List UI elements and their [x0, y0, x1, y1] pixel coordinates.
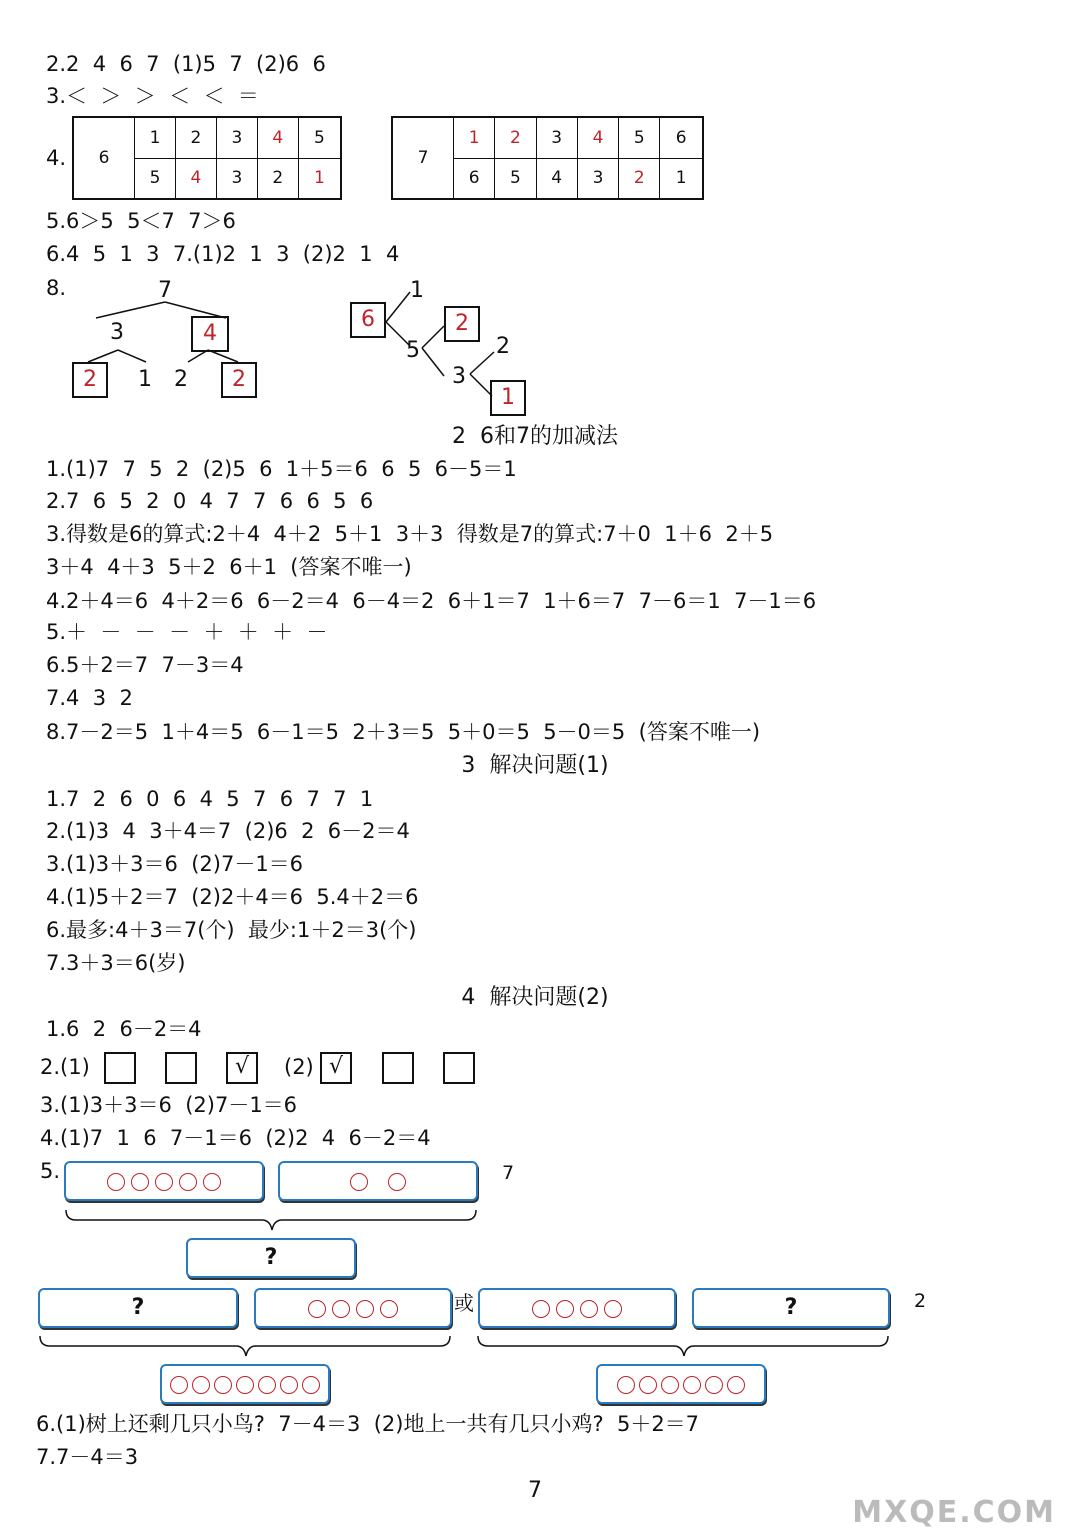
- table-cell: 1: [660, 158, 703, 199]
- circle-group-6: [596, 1364, 766, 1404]
- table-cell: 6: [73, 117, 135, 199]
- table-cell: 5: [495, 158, 536, 199]
- circle-icon: [308, 1300, 326, 1318]
- unknown-box: [692, 1288, 890, 1328]
- section-title: 3 解决问题(1): [461, 753, 609, 778]
- circle-icon: [705, 1376, 723, 1394]
- table-cell: 3: [216, 117, 257, 158]
- answer-box: 6: [350, 302, 386, 338]
- section-title: 4 解决问题(2): [461, 985, 609, 1010]
- circle-icon: [170, 1376, 188, 1394]
- table-cell: 2: [619, 158, 660, 199]
- answer-line: 7.4 3 2: [46, 686, 133, 710]
- answer-line: 5.: [40, 1159, 61, 1183]
- answer-line: 7.3＋3＝6(岁): [46, 951, 186, 975]
- question-mark: ?: [264, 1245, 278, 1270]
- tree-node: 3: [452, 364, 466, 389]
- tree-node: 2: [496, 334, 510, 359]
- answer-line: 2.(1)3 4 3＋4＝7 (2)6 2 6－2＝4: [46, 819, 410, 843]
- table-cell: 5: [298, 117, 341, 158]
- circle-icon: [356, 1300, 374, 1318]
- question-mark: ?: [784, 1295, 798, 1320]
- circle-icon: [214, 1376, 232, 1394]
- answer-box: 4: [191, 316, 229, 352]
- answer-line: 6.最多:4＋3＝7(个) 最少:1＋2＝3(个): [46, 918, 417, 942]
- answer-2: 2.2 4 6 7 (1)5 7 (2)6 6: [46, 52, 326, 76]
- answer-4-label: 4.: [46, 146, 67, 170]
- circle-icon: [532, 1300, 550, 1318]
- table-cell: 4: [577, 117, 618, 158]
- answer-line: 2.(1): [40, 1055, 90, 1079]
- answer-line: 8.7－2＝5 1＋4＝5 6－1＝5 2＋3＝5 5＋0＝5 5－0＝5 (答案不唯一): [46, 720, 761, 744]
- circle-icon: [332, 1300, 350, 1318]
- table-cell: 2: [175, 117, 216, 158]
- answer-3: 3.＜ ＞ ＞ ＜ ＜ ＝: [46, 84, 259, 108]
- answer-line: 6.(1)树上还剩几只小鸟? 7－4＝3 (2)地上一共有几只小鸡? 5＋2＝7: [36, 1412, 700, 1436]
- answer-line: 1.7 2 6 0 6 4 5 7 6 7 7 1: [46, 787, 374, 811]
- tree-node: 1: [138, 367, 152, 392]
- answer-8-label: 8.: [46, 276, 67, 300]
- table-cell: 1: [454, 117, 495, 158]
- answer-line: 1.(1)7 7 5 2 (2)5 6 1＋5＝6 6 5 6－5＝1: [46, 457, 517, 481]
- circle-icon: [302, 1376, 320, 1394]
- circle-icon: [683, 1376, 701, 1394]
- table-cell: 3: [536, 117, 577, 158]
- circle-icon: [727, 1376, 745, 1394]
- answer-line: 3.得数是6的算式:2＋4 4＋2 5＋1 3＋3 得数是7的算式:7＋0 1＋6 2＋5: [46, 522, 774, 546]
- table-cell: 4: [175, 158, 216, 199]
- tree-node: 2: [174, 367, 188, 392]
- unknown-box: [186, 1238, 356, 1278]
- circle-group-4: [478, 1288, 676, 1328]
- unknown-box: [38, 1288, 238, 1328]
- tree-node: 7: [158, 278, 172, 303]
- table-cell: 1: [135, 117, 176, 158]
- circle-icon: [380, 1300, 398, 1318]
- table-cell: 1: [298, 158, 341, 199]
- answer-6-7: 6.4 5 1 3 7.(1)2 1 3 (2)2 1 4: [46, 242, 400, 266]
- answer-line: (2): [284, 1055, 314, 1079]
- circle-icon: [192, 1376, 210, 1394]
- watermark: MXQE.COM: [852, 1495, 1056, 1530]
- table-cell: 2: [495, 117, 536, 158]
- answer-box: 2: [221, 362, 257, 398]
- answer-line: 4.(1)5＋2＝7 (2)2＋4＝6 5.4＋2＝6: [46, 885, 419, 909]
- answer-line: 7.7－4＝3: [36, 1445, 139, 1469]
- answer-box: 2: [444, 306, 480, 342]
- answer-line: 3＋4 4＋3 5＋2 6＋1 (答案不唯一): [46, 555, 412, 579]
- table-cell: 7: [392, 117, 454, 199]
- answer-line: 1.6 2 6－2＝4: [46, 1017, 202, 1041]
- answer-line: 5.＋ － － － ＋ ＋ ＋ －: [46, 620, 328, 644]
- answer-line: 3.(1)3＋3＝6 (2)7－1＝6: [46, 852, 304, 876]
- question-mark: ?: [131, 1295, 145, 1320]
- checkbox-checked: √: [226, 1052, 258, 1084]
- table-cell: 6: [660, 117, 703, 158]
- table-cell: 3: [216, 158, 257, 199]
- answer-box: 2: [72, 362, 108, 398]
- circle-icon: [556, 1300, 574, 1318]
- table-cell: 4: [536, 158, 577, 199]
- circle-icon: [604, 1300, 622, 1318]
- answer-5: 5.6＞5 5＜7 7＞6: [46, 209, 236, 233]
- circle-icon: [580, 1300, 598, 1318]
- page-number: 7: [528, 1478, 542, 1503]
- total-label: 7: [502, 1162, 515, 1184]
- table-cell: 2: [257, 158, 298, 199]
- answer-line: 6.5＋2＝7 7－3＝4: [46, 653, 244, 677]
- circle-icon: [639, 1376, 657, 1394]
- tree-node: 1: [410, 278, 424, 303]
- table-cell: 6: [454, 158, 495, 199]
- answer-box: 1: [490, 380, 526, 416]
- circle-icon: [617, 1376, 635, 1394]
- circle-group-4: [254, 1288, 452, 1328]
- circle-icon: [661, 1376, 679, 1394]
- table-cell: 4: [257, 117, 298, 158]
- circle-icon: [280, 1376, 298, 1394]
- tree-node: 5: [406, 338, 420, 363]
- label-2: 2: [914, 1290, 927, 1312]
- answer-line: 2.7 6 5 2 0 4 7 7 6 6 5 6: [46, 489, 374, 513]
- table-cell: 5: [619, 117, 660, 158]
- table-cell: 3: [577, 158, 618, 199]
- checkbox-checked: √: [320, 1052, 352, 1084]
- circle-icon: [236, 1376, 254, 1394]
- or-label: 或: [454, 1291, 474, 1315]
- circle-group-7: [160, 1364, 330, 1404]
- table-cell: 5: [135, 158, 176, 199]
- answer-line: 4.(1)7 1 6 7－1＝6 (2)2 4 6－2＝4: [40, 1126, 431, 1150]
- circle-icon: [258, 1376, 276, 1394]
- answer-line: 4.2＋4＝6 4＋2＝6 6－2＝4 6－4＝2 6＋1＝7 1＋6＝7 7－6＝1 7－1＝6: [46, 589, 817, 613]
- answer-line: 3.(1)3＋3＝6 (2)7－1＝6: [40, 1093, 298, 1117]
- tree-node: 3: [110, 320, 124, 345]
- section-title: 2 6和7的加减法: [452, 424, 618, 449]
